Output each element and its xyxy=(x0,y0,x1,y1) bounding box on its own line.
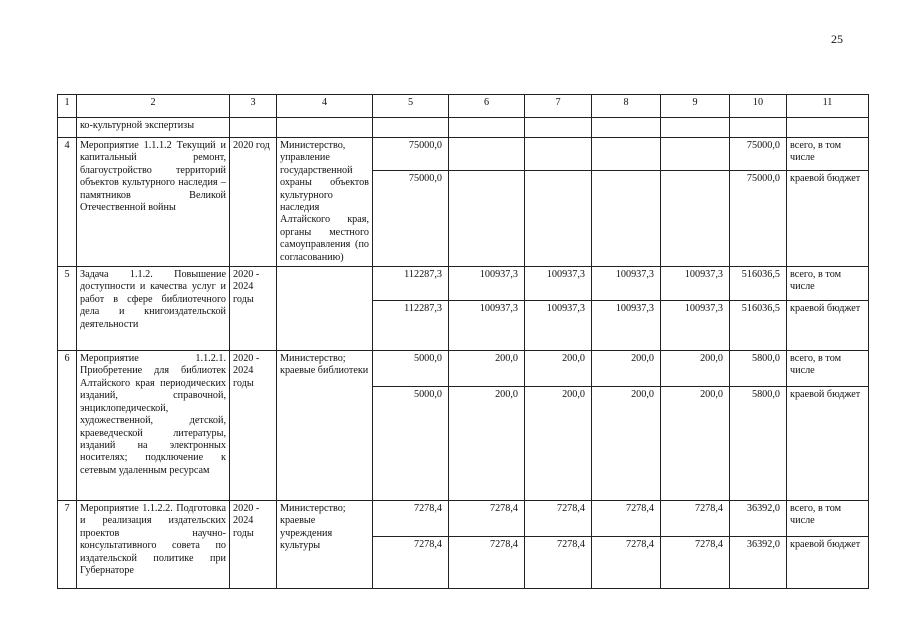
funding-source: всего, в том числе xyxy=(787,138,869,171)
value-col7: 100937,3 xyxy=(525,267,592,301)
row-number: 6 xyxy=(58,351,77,501)
value-col8: 200,0 xyxy=(592,387,661,501)
value-col8: 7278,4 xyxy=(592,537,661,589)
cell-empty xyxy=(730,118,787,138)
table-row xyxy=(58,138,869,171)
continuation-row xyxy=(58,118,869,138)
value-total: 5800,0 xyxy=(730,387,787,501)
executor: Министерство; краевые библиотеки xyxy=(277,351,373,501)
value-col8 xyxy=(592,170,661,266)
table-row xyxy=(58,501,869,537)
value-col9 xyxy=(661,170,730,266)
activity-name: Задача 1.1.2. Повышение доступности и качества услуг и работ в сфере библиотечного дела и книгоиздательской деятельности xyxy=(77,267,230,351)
value-col8: 7278,4 xyxy=(592,501,661,537)
executor: Министерство, управление государственной охраны объектов культурного наследия Алтайского края, органы местного самоуправления (по согласованию) xyxy=(277,138,373,267)
value-total: 36392,0 xyxy=(730,537,787,589)
value-total: 75000,0 xyxy=(730,138,787,171)
cell-empty xyxy=(525,118,592,138)
activity-name: Мероприятие 1.1.1.2 Текущий и капитальный ремонт, благоустройство территорий объектов культурного наследия – памятников Великой Отечественной войны xyxy=(77,138,230,267)
value-col9: 200,0 xyxy=(661,387,730,501)
value-col5: 112287,3 xyxy=(373,301,449,351)
period: 2020 год xyxy=(230,138,277,267)
executor: Министерство; краевые учреждения культуры xyxy=(277,501,373,589)
header-cell: 6 xyxy=(449,95,525,118)
value-col5: 5000,0 xyxy=(373,351,449,387)
value-col7: 100937,3 xyxy=(525,301,592,351)
row-number: 4 xyxy=(58,138,77,267)
value-col9: 7278,4 xyxy=(661,501,730,537)
page-number: 25 xyxy=(831,32,843,46)
value-col9: 7278,4 xyxy=(661,537,730,589)
header-cell: 3 xyxy=(230,95,277,118)
value-col6 xyxy=(449,170,525,266)
table-row xyxy=(58,351,869,387)
value-col6: 7278,4 xyxy=(449,501,525,537)
value-col7 xyxy=(525,170,592,266)
budget-table xyxy=(57,94,869,589)
value-col7: 7278,4 xyxy=(525,537,592,589)
value-col6 xyxy=(449,138,525,171)
funding-source: всего, в том числе xyxy=(787,351,869,387)
value-col5: 112287,3 xyxy=(373,267,449,301)
header-cell: 9 xyxy=(661,95,730,118)
value-col5: 5000,0 xyxy=(373,387,449,501)
row-number: 7 xyxy=(58,501,77,589)
value-total: 5800,0 xyxy=(730,351,787,387)
header-cell: 11 xyxy=(787,95,869,118)
cell-empty xyxy=(661,118,730,138)
value-col6: 200,0 xyxy=(449,387,525,501)
cell-empty xyxy=(230,118,277,138)
value-col9: 200,0 xyxy=(661,351,730,387)
value-total: 516036,5 xyxy=(730,267,787,301)
funding-source: всего, в том числе xyxy=(787,501,869,537)
header-cell: 4 xyxy=(277,95,373,118)
header-cell: 7 xyxy=(525,95,592,118)
funding-source: краевой бюджет xyxy=(787,170,869,266)
header-cell: 8 xyxy=(592,95,661,118)
value-col8: 200,0 xyxy=(592,351,661,387)
header-cell: 5 xyxy=(373,95,449,118)
value-col7: 200,0 xyxy=(525,351,592,387)
continuation-text: ко-культурной экспертизы xyxy=(77,118,230,138)
cell-empty xyxy=(373,118,449,138)
value-col5: 75000,0 xyxy=(373,170,449,266)
funding-source: краевой бюджет xyxy=(787,301,869,351)
value-col8 xyxy=(592,138,661,171)
value-col9 xyxy=(661,138,730,171)
value-col9: 100937,3 xyxy=(661,301,730,351)
value-col6: 100937,3 xyxy=(449,267,525,301)
period: 2020 - 2024 годы xyxy=(230,351,277,501)
value-col6: 100937,3 xyxy=(449,301,525,351)
value-total: 36392,0 xyxy=(730,501,787,537)
executor xyxy=(277,267,373,351)
cell-empty xyxy=(787,118,869,138)
header-cell: 10 xyxy=(730,95,787,118)
value-col9: 100937,3 xyxy=(661,267,730,301)
value-total: 75000,0 xyxy=(730,170,787,266)
period: 2020 - 2024 годы xyxy=(230,267,277,351)
value-col5: 75000,0 xyxy=(373,138,449,171)
value-col8: 100937,3 xyxy=(592,301,661,351)
funding-source: всего, в том числе xyxy=(787,267,869,301)
value-col8: 100937,3 xyxy=(592,267,661,301)
funding-source: краевой бюджет xyxy=(787,537,869,589)
value-col7: 7278,4 xyxy=(525,501,592,537)
cell-empty xyxy=(58,118,77,138)
activity-name: Мероприятие 1.1.2.2. Подготовка и реализация издательских проектов научно-консультативного совета по издательской политике при Губернаторе xyxy=(77,501,230,589)
funding-source: краевой бюджет xyxy=(787,387,869,501)
value-col6: 200,0 xyxy=(449,351,525,387)
value-col7 xyxy=(525,138,592,171)
cell-empty xyxy=(449,118,525,138)
value-col5: 7278,4 xyxy=(373,501,449,537)
header-row xyxy=(58,95,869,118)
table-row xyxy=(58,267,869,301)
cell-empty xyxy=(277,118,373,138)
value-col7: 200,0 xyxy=(525,387,592,501)
row-number: 5 xyxy=(58,267,77,351)
activity-name: Мероприятие 1.1.2.1. Приобретение для библиотек Алтайского края периодических изданий, справочной, энциклопедической, художественной, детской, краеведческой литературы, изданий на электронных носителях; подключение к сетевым удаленным ресурсам xyxy=(77,351,230,501)
value-col6: 7278,4 xyxy=(449,537,525,589)
cell-empty xyxy=(592,118,661,138)
header-cell: 1 xyxy=(58,95,77,118)
period: 2020 - 2024 годы xyxy=(230,501,277,589)
value-total: 516036,5 xyxy=(730,301,787,351)
value-col5: 7278,4 xyxy=(373,537,449,589)
header-cell: 2 xyxy=(77,95,230,118)
